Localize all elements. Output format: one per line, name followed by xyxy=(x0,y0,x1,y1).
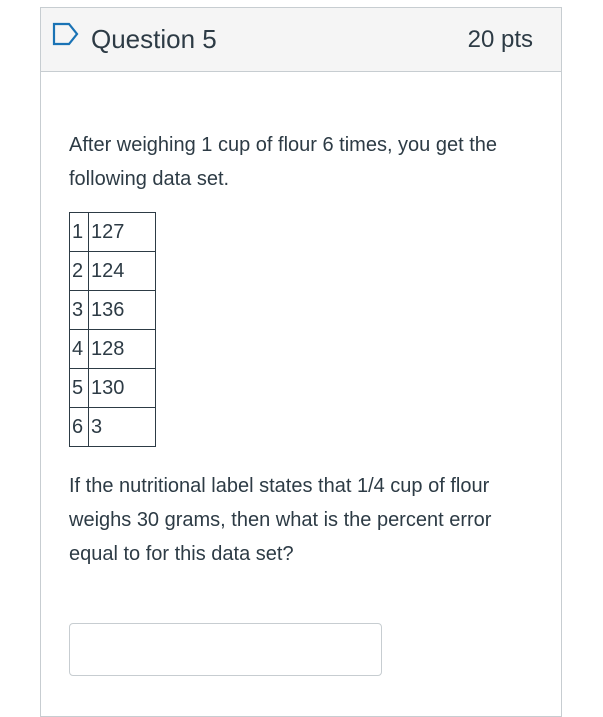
question-card xyxy=(40,7,562,717)
table-cell-value: 124 xyxy=(89,252,156,291)
table-cell-value: 127 xyxy=(89,213,156,252)
table-cell-value: 130 xyxy=(89,369,156,408)
table-cell-value: 136 xyxy=(89,291,156,330)
question-body xyxy=(69,128,539,571)
table-row xyxy=(70,213,156,252)
table-cell-index: 1 xyxy=(70,213,89,252)
data-table xyxy=(69,212,156,447)
table-row xyxy=(70,252,156,291)
question-prompt-text: If the nutritional label states that 1/4 cup of flour weighs 30 grams, then what is the percent error equal to for this data set? xyxy=(69,475,492,565)
data-table-body xyxy=(70,213,156,447)
answer-input[interactable] xyxy=(69,623,382,676)
table-cell-index: 2 xyxy=(70,252,89,291)
table-cell-value: 128 xyxy=(89,330,156,369)
table-cell-value: 3 xyxy=(89,408,156,447)
table-row xyxy=(70,291,156,330)
table-cell-index: 6 xyxy=(70,408,89,447)
question-title: Question 5 xyxy=(91,24,217,54)
table-row xyxy=(70,369,156,408)
table-row xyxy=(70,330,156,369)
table-cell-index: 5 xyxy=(70,369,89,408)
bookmark-flag-icon[interactable] xyxy=(52,22,80,46)
table-row xyxy=(70,408,156,447)
question-intro-text: After weighing 1 cup of flour 6 times, you get the following data set. xyxy=(69,134,498,190)
question-points: 20 pts xyxy=(467,26,533,53)
question-header xyxy=(41,8,561,72)
table-cell-index: 3 xyxy=(70,291,89,330)
table-cell-index: 4 xyxy=(70,330,89,369)
